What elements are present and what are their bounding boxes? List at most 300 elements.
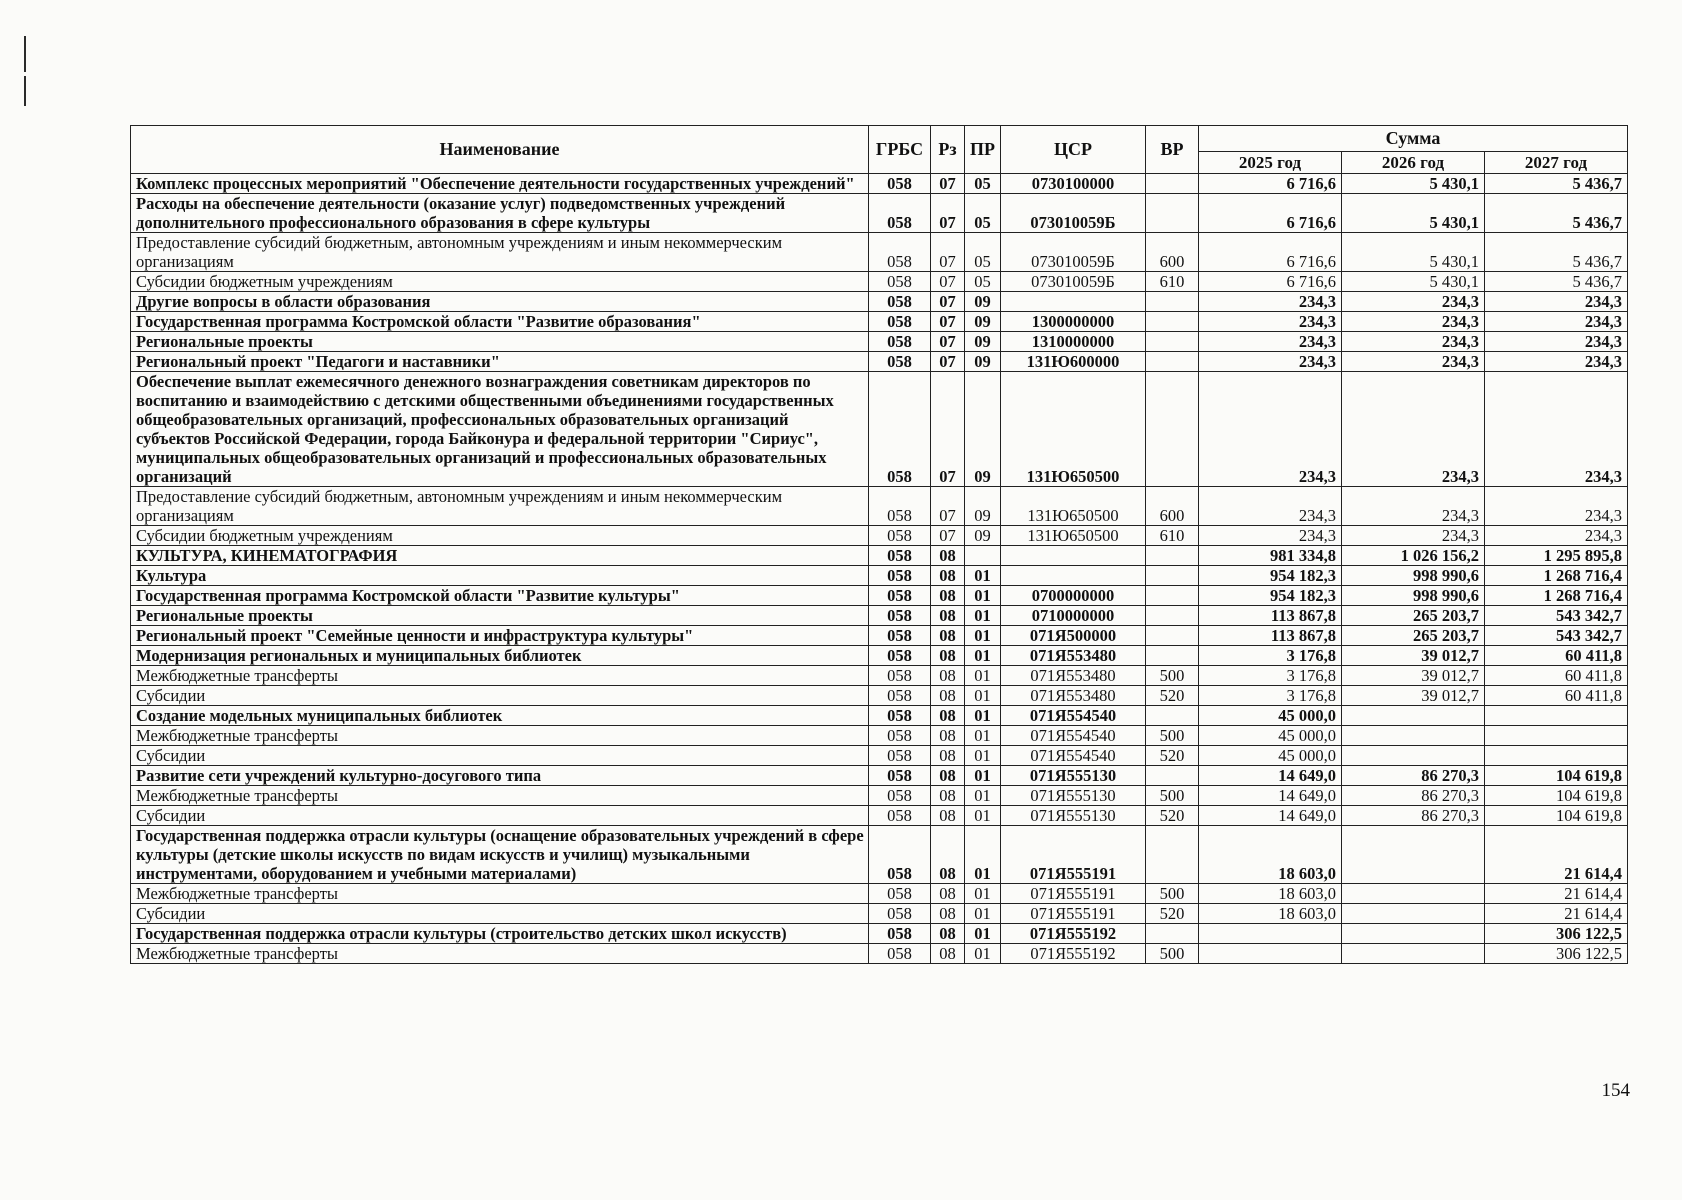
row-amount-2027: 104 619,8: [1485, 786, 1628, 806]
row-amount-2026: 234,3: [1342, 292, 1485, 312]
row-rz: 08: [931, 606, 965, 626]
row-rz: 07: [931, 526, 965, 546]
header-year-2025: 2025 год: [1199, 152, 1342, 174]
row-grbs: 058: [869, 352, 931, 372]
row-amount-2026: 39 012,7: [1342, 686, 1485, 706]
row-grbs: 058: [869, 526, 931, 546]
row-vr: 520: [1146, 686, 1199, 706]
row-amount-2025: 234,3: [1199, 487, 1342, 526]
row-csr: 071Я554540: [1001, 746, 1146, 766]
row-name: Межбюджетные трансферты: [131, 666, 869, 686]
table-row: [131, 174, 1628, 194]
row-pr: 05: [965, 174, 1001, 194]
row-amount-2025: 954 182,3: [1199, 586, 1342, 606]
row-amount-2025: 113 867,8: [1199, 606, 1342, 626]
row-grbs: 058: [869, 174, 931, 194]
row-csr: 1300000000: [1001, 312, 1146, 332]
row-amount-2025: 45 000,0: [1199, 706, 1342, 726]
row-amount-2025: 234,3: [1199, 352, 1342, 372]
row-amount-2027: 21 614,4: [1485, 884, 1628, 904]
row-amount-2025: 954 182,3: [1199, 566, 1342, 586]
header-year-2027: 2027 год: [1485, 152, 1628, 174]
row-amount-2026: 234,3: [1342, 312, 1485, 332]
row-amount-2027: 234,3: [1485, 372, 1628, 487]
row-amount-2027: 234,3: [1485, 292, 1628, 312]
row-rz: 07: [931, 487, 965, 526]
row-grbs: 058: [869, 606, 931, 626]
row-pr: 01: [965, 606, 1001, 626]
row-amount-2026: 39 012,7: [1342, 666, 1485, 686]
row-rz: 08: [931, 626, 965, 646]
row-vr: 520: [1146, 904, 1199, 924]
row-amount-2027: 60 411,8: [1485, 686, 1628, 706]
row-csr: 0730100000: [1001, 174, 1146, 194]
table-row: [131, 372, 1628, 487]
row-pr: 01: [965, 884, 1001, 904]
row-vr: [1146, 766, 1199, 786]
row-rz: 08: [931, 924, 965, 944]
row-vr: [1146, 332, 1199, 352]
row-amount-2025: 234,3: [1199, 312, 1342, 332]
row-amount-2027: 234,3: [1485, 487, 1628, 526]
row-csr: 071Я555191: [1001, 904, 1146, 924]
row-amount-2027: 234,3: [1485, 526, 1628, 546]
row-grbs: 058: [869, 487, 931, 526]
row-name: Межбюджетные трансферты: [131, 884, 869, 904]
row-amount-2027: 60 411,8: [1485, 666, 1628, 686]
row-grbs: 058: [869, 332, 931, 352]
page-number: 154: [1601, 1080, 1630, 1101]
row-vr: 500: [1146, 666, 1199, 686]
row-grbs: 058: [869, 626, 931, 646]
table-row: [131, 686, 1628, 706]
row-amount-2027: 234,3: [1485, 352, 1628, 372]
row-csr: 131Ю600000: [1001, 352, 1146, 372]
table-row: [131, 826, 1628, 884]
row-grbs: 058: [869, 233, 931, 272]
table-row: [131, 626, 1628, 646]
row-pr: 09: [965, 352, 1001, 372]
table-row: [131, 487, 1628, 526]
row-csr: 0710000000: [1001, 606, 1146, 626]
row-vr: [1146, 194, 1199, 233]
row-grbs: 058: [869, 806, 931, 826]
row-name: Региональный проект "Педагоги и наставники": [131, 352, 869, 372]
row-amount-2025: [1199, 944, 1342, 964]
row-amount-2026: [1342, 706, 1485, 726]
row-pr: 09: [965, 526, 1001, 546]
row-amount-2026: 39 012,7: [1342, 646, 1485, 666]
row-vr: [1146, 646, 1199, 666]
row-rz: 08: [931, 726, 965, 746]
row-vr: [1146, 626, 1199, 646]
table-row: [131, 272, 1628, 292]
table-row: [131, 606, 1628, 626]
row-csr: 1310000000: [1001, 332, 1146, 352]
header-sum: Сумма: [1199, 126, 1628, 152]
row-rz: 08: [931, 826, 965, 884]
row-name: Субсидии: [131, 746, 869, 766]
row-name: Комплекс процессных мероприятий "Обеспечение деятельности государственных учреждений": [131, 174, 869, 194]
row-amount-2027: 1 295 895,8: [1485, 546, 1628, 566]
row-pr: 09: [965, 312, 1001, 332]
row-grbs: 058: [869, 904, 931, 924]
row-amount-2026: 234,3: [1342, 352, 1485, 372]
row-vr: [1146, 292, 1199, 312]
row-grbs: 058: [869, 666, 931, 686]
row-vr: [1146, 586, 1199, 606]
row-amount-2027: 1 268 716,4: [1485, 566, 1628, 586]
row-vr: 610: [1146, 526, 1199, 546]
row-amount-2025: 18 603,0: [1199, 826, 1342, 884]
table-row: [131, 884, 1628, 904]
row-csr: 071Я554540: [1001, 706, 1146, 726]
row-grbs: 058: [869, 272, 931, 292]
row-amount-2026: 265 203,7: [1342, 606, 1485, 626]
row-pr: 01: [965, 686, 1001, 706]
row-pr: 09: [965, 487, 1001, 526]
row-rz: 07: [931, 332, 965, 352]
row-name: Предоставление субсидий бюджетным, автономным учреждениям и иным некоммерческим организациям: [131, 233, 869, 272]
row-name: Государственная программа Костромской области "Развитие культуры": [131, 586, 869, 606]
row-grbs: 058: [869, 194, 931, 233]
row-amount-2025: 3 176,8: [1199, 686, 1342, 706]
table-row: [131, 332, 1628, 352]
row-rz: 08: [931, 944, 965, 964]
row-amount-2026: [1342, 924, 1485, 944]
row-pr: [965, 546, 1001, 566]
row-amount-2027: [1485, 726, 1628, 746]
row-grbs: 058: [869, 746, 931, 766]
row-amount-2025: 3 176,8: [1199, 666, 1342, 686]
table-body: [131, 174, 1628, 964]
table-row: [131, 944, 1628, 964]
row-vr: 520: [1146, 746, 1199, 766]
table-row: [131, 586, 1628, 606]
row-name: Межбюджетные трансферты: [131, 944, 869, 964]
row-rz: 08: [931, 786, 965, 806]
row-rz: 08: [931, 746, 965, 766]
row-pr: 01: [965, 746, 1001, 766]
row-amount-2027: [1485, 706, 1628, 726]
budget-table: [130, 125, 1628, 964]
table-row: [131, 766, 1628, 786]
row-vr: [1146, 312, 1199, 332]
row-amount-2025: 45 000,0: [1199, 726, 1342, 746]
row-amount-2026: [1342, 746, 1485, 766]
row-amount-2025: [1199, 924, 1342, 944]
row-amount-2025: 6 716,6: [1199, 174, 1342, 194]
row-vr: 500: [1146, 884, 1199, 904]
row-amount-2026: 5 430,1: [1342, 272, 1485, 292]
row-name: Субсидии: [131, 806, 869, 826]
row-vr: [1146, 924, 1199, 944]
row-pr: 05: [965, 272, 1001, 292]
row-vr: 600: [1146, 233, 1199, 272]
row-pr: 01: [965, 786, 1001, 806]
row-amount-2027: 60 411,8: [1485, 646, 1628, 666]
row-grbs: 058: [869, 312, 931, 332]
row-vr: [1146, 352, 1199, 372]
row-amount-2026: 234,3: [1342, 526, 1485, 546]
row-grbs: 058: [869, 826, 931, 884]
row-name: Создание модельных муниципальных библиотек: [131, 706, 869, 726]
row-vr: 520: [1146, 806, 1199, 826]
row-amount-2026: 86 270,3: [1342, 786, 1485, 806]
row-amount-2025: 234,3: [1199, 372, 1342, 487]
row-grbs: 058: [869, 586, 931, 606]
row-pr: 01: [965, 944, 1001, 964]
row-name: Обеспечение выплат ежемесячного денежного вознаграждения советникам директоров по воспитанию и взаимодействию с детскими общественными объединениями государственных общеобразовательных организаций, профессиональных образовательных организаций субъектов Российской Федерации, города Байконура и федеральной территории "Сириус", муниципальных общеобразовательных организаций и профессиональных образовательных организаций: [131, 372, 869, 487]
row-pr: 01: [965, 826, 1001, 884]
row-amount-2027: [1485, 746, 1628, 766]
row-pr: 01: [965, 806, 1001, 826]
row-vr: [1146, 826, 1199, 884]
row-pr: 09: [965, 332, 1001, 352]
table-header: [131, 126, 1628, 174]
row-csr: 071Я555130: [1001, 786, 1146, 806]
header-vr: ВР: [1146, 126, 1199, 174]
row-amount-2026: 234,3: [1342, 487, 1485, 526]
row-rz: 08: [931, 586, 965, 606]
row-pr: 01: [965, 766, 1001, 786]
row-amount-2027: 5 436,7: [1485, 174, 1628, 194]
row-rz: 08: [931, 686, 965, 706]
row-rz: 07: [931, 312, 965, 332]
table-row: [131, 194, 1628, 233]
table-row: [131, 786, 1628, 806]
row-grbs: 058: [869, 944, 931, 964]
row-amount-2027: 1 268 716,4: [1485, 586, 1628, 606]
table-row: [131, 746, 1628, 766]
row-amount-2025: 6 716,6: [1199, 272, 1342, 292]
row-grbs: 058: [869, 706, 931, 726]
header-year-2026: 2026 год: [1342, 152, 1485, 174]
row-amount-2026: 1 026 156,2: [1342, 546, 1485, 566]
row-csr: 073010059Б: [1001, 194, 1146, 233]
row-rz: 07: [931, 272, 965, 292]
row-pr: 01: [965, 626, 1001, 646]
row-csr: 0700000000: [1001, 586, 1146, 606]
row-amount-2027: 543 342,7: [1485, 626, 1628, 646]
row-rz: 07: [931, 233, 965, 272]
row-pr: 01: [965, 646, 1001, 666]
row-csr: 131Ю650500: [1001, 526, 1146, 546]
row-pr: 01: [965, 924, 1001, 944]
row-name: Субсидии: [131, 686, 869, 706]
row-vr: 600: [1146, 487, 1199, 526]
row-amount-2027: 234,3: [1485, 332, 1628, 352]
row-grbs: 058: [869, 786, 931, 806]
row-pr: 01: [965, 566, 1001, 586]
table-row: [131, 806, 1628, 826]
table-row: [131, 566, 1628, 586]
row-amount-2026: 234,3: [1342, 372, 1485, 487]
row-pr: 05: [965, 233, 1001, 272]
row-csr: 073010059Б: [1001, 233, 1146, 272]
row-rz: 07: [931, 174, 965, 194]
row-amount-2027: 306 122,5: [1485, 944, 1628, 964]
row-name: Региональные проекты: [131, 606, 869, 626]
row-rz: 08: [931, 546, 965, 566]
row-csr: 071Я555191: [1001, 884, 1146, 904]
header-rz: Рз: [931, 126, 965, 174]
row-pr: 01: [965, 666, 1001, 686]
row-amount-2025: 6 716,6: [1199, 233, 1342, 272]
row-amount-2025: 3 176,8: [1199, 646, 1342, 666]
row-amount-2027: 104 619,8: [1485, 806, 1628, 826]
row-amount-2027: 5 436,7: [1485, 233, 1628, 272]
row-name: Государственная поддержка отрасли культуры (строительство детских школ искусств): [131, 924, 869, 944]
row-amount-2027: 21 614,4: [1485, 904, 1628, 924]
header-grbs: ГРБС: [869, 126, 931, 174]
row-rz: 08: [931, 884, 965, 904]
row-name: Субсидии: [131, 904, 869, 924]
row-vr: 500: [1146, 786, 1199, 806]
row-csr: [1001, 566, 1146, 586]
table-row: [131, 352, 1628, 372]
table-row: [131, 526, 1628, 546]
row-name: КУЛЬТУРА, КИНЕМАТОГРАФИЯ: [131, 546, 869, 566]
row-pr: 01: [965, 904, 1001, 924]
row-vr: [1146, 606, 1199, 626]
table-row: [131, 292, 1628, 312]
row-amount-2026: 998 990,6: [1342, 586, 1485, 606]
row-grbs: 058: [869, 884, 931, 904]
row-amount-2025: 234,3: [1199, 332, 1342, 352]
header-pr: ПР: [965, 126, 1001, 174]
row-grbs: 058: [869, 686, 931, 706]
row-rz: 07: [931, 372, 965, 487]
row-grbs: 058: [869, 726, 931, 746]
row-csr: 071Я555130: [1001, 806, 1146, 826]
row-amount-2026: [1342, 944, 1485, 964]
table-row: [131, 726, 1628, 746]
row-rz: 08: [931, 766, 965, 786]
row-amount-2025: 6 716,6: [1199, 194, 1342, 233]
row-name: Субсидии бюджетным учреждениям: [131, 526, 869, 546]
margin-mark-lower: [24, 76, 26, 106]
row-grbs: 058: [869, 924, 931, 944]
row-amount-2025: 14 649,0: [1199, 786, 1342, 806]
row-grbs: 058: [869, 566, 931, 586]
row-amount-2025: 14 649,0: [1199, 766, 1342, 786]
row-name: Государственная поддержка отрасли культуры (оснащение образовательных учреждений в сфере культуры (детские школы искусств по видам искусств и училищ) музыкальными инструментами, оборудованием и учебными материалами): [131, 826, 869, 884]
row-rz: 08: [931, 806, 965, 826]
row-amount-2026: 5 430,1: [1342, 233, 1485, 272]
row-pr: 01: [965, 726, 1001, 746]
row-vr: 500: [1146, 944, 1199, 964]
row-name: Предоставление субсидий бюджетным, автономным учреждениям и иным некоммерческим организациям: [131, 487, 869, 526]
margin-mark-upper: [24, 36, 26, 72]
row-pr: 01: [965, 706, 1001, 726]
row-rz: 08: [931, 646, 965, 666]
row-amount-2026: 998 990,6: [1342, 566, 1485, 586]
row-amount-2025: 45 000,0: [1199, 746, 1342, 766]
row-vr: [1146, 566, 1199, 586]
header-name: Наименование: [131, 126, 869, 174]
row-amount-2026: [1342, 904, 1485, 924]
table-row: [131, 924, 1628, 944]
row-vr: [1146, 174, 1199, 194]
table-row: [131, 666, 1628, 686]
row-name: Межбюджетные трансферты: [131, 726, 869, 746]
row-name: Субсидии бюджетным учреждениям: [131, 272, 869, 292]
row-amount-2027: 5 436,7: [1485, 272, 1628, 292]
row-name: Государственная программа Костромской области "Развитие образования": [131, 312, 869, 332]
table-row: [131, 904, 1628, 924]
row-amount-2027: 543 342,7: [1485, 606, 1628, 626]
row-amount-2025: 234,3: [1199, 292, 1342, 312]
row-name: Региональные проекты: [131, 332, 869, 352]
row-vr: [1146, 546, 1199, 566]
row-csr: [1001, 546, 1146, 566]
row-rz: 07: [931, 352, 965, 372]
row-amount-2026: 5 430,1: [1342, 174, 1485, 194]
row-rz: 07: [931, 194, 965, 233]
row-amount-2026: 5 430,1: [1342, 194, 1485, 233]
row-name: Развитие сети учреждений культурно-досугового типа: [131, 766, 869, 786]
row-rz: 08: [931, 666, 965, 686]
row-amount-2026: 265 203,7: [1342, 626, 1485, 646]
row-amount-2025: 18 603,0: [1199, 884, 1342, 904]
row-rz: 07: [931, 292, 965, 312]
row-csr: 073010059Б: [1001, 272, 1146, 292]
row-csr: 131Ю650500: [1001, 487, 1146, 526]
row-pr: 05: [965, 194, 1001, 233]
row-name: Культура: [131, 566, 869, 586]
row-csr: 131Ю650500: [1001, 372, 1146, 487]
row-csr: [1001, 292, 1146, 312]
row-name: Региональный проект "Семейные ценности и инфраструктура культуры": [131, 626, 869, 646]
table-row: [131, 546, 1628, 566]
row-grbs: 058: [869, 372, 931, 487]
row-rz: 08: [931, 706, 965, 726]
row-amount-2027: 104 619,8: [1485, 766, 1628, 786]
row-pr: 09: [965, 372, 1001, 487]
row-vr: [1146, 372, 1199, 487]
row-pr: 09: [965, 292, 1001, 312]
row-amount-2027: 234,3: [1485, 312, 1628, 332]
row-amount-2026: 86 270,3: [1342, 766, 1485, 786]
row-amount-2025: 113 867,8: [1199, 626, 1342, 646]
row-rz: 08: [931, 566, 965, 586]
row-name: Другие вопросы в области образования: [131, 292, 869, 312]
row-vr: 500: [1146, 726, 1199, 746]
row-csr: 071Я500000: [1001, 626, 1146, 646]
row-amount-2025: 14 649,0: [1199, 806, 1342, 826]
row-csr: 071Я555192: [1001, 924, 1146, 944]
table-row: [131, 312, 1628, 332]
row-csr: 071Я553480: [1001, 666, 1146, 686]
row-amount-2027: 5 436,7: [1485, 194, 1628, 233]
row-amount-2027: 21 614,4: [1485, 826, 1628, 884]
row-amount-2026: [1342, 826, 1485, 884]
row-rz: 08: [931, 904, 965, 924]
row-vr: [1146, 706, 1199, 726]
table-row: [131, 706, 1628, 726]
row-name: Межбюджетные трансферты: [131, 786, 869, 806]
table-row: [131, 646, 1628, 666]
row-csr: 071Я555191: [1001, 826, 1146, 884]
row-grbs: 058: [869, 292, 931, 312]
row-grbs: 058: [869, 546, 931, 566]
row-pr: 01: [965, 586, 1001, 606]
row-amount-2026: [1342, 726, 1485, 746]
row-name: Модернизация региональных и муниципальных библиотек: [131, 646, 869, 666]
row-csr: 071Я553480: [1001, 686, 1146, 706]
header-csr: ЦСР: [1001, 126, 1146, 174]
